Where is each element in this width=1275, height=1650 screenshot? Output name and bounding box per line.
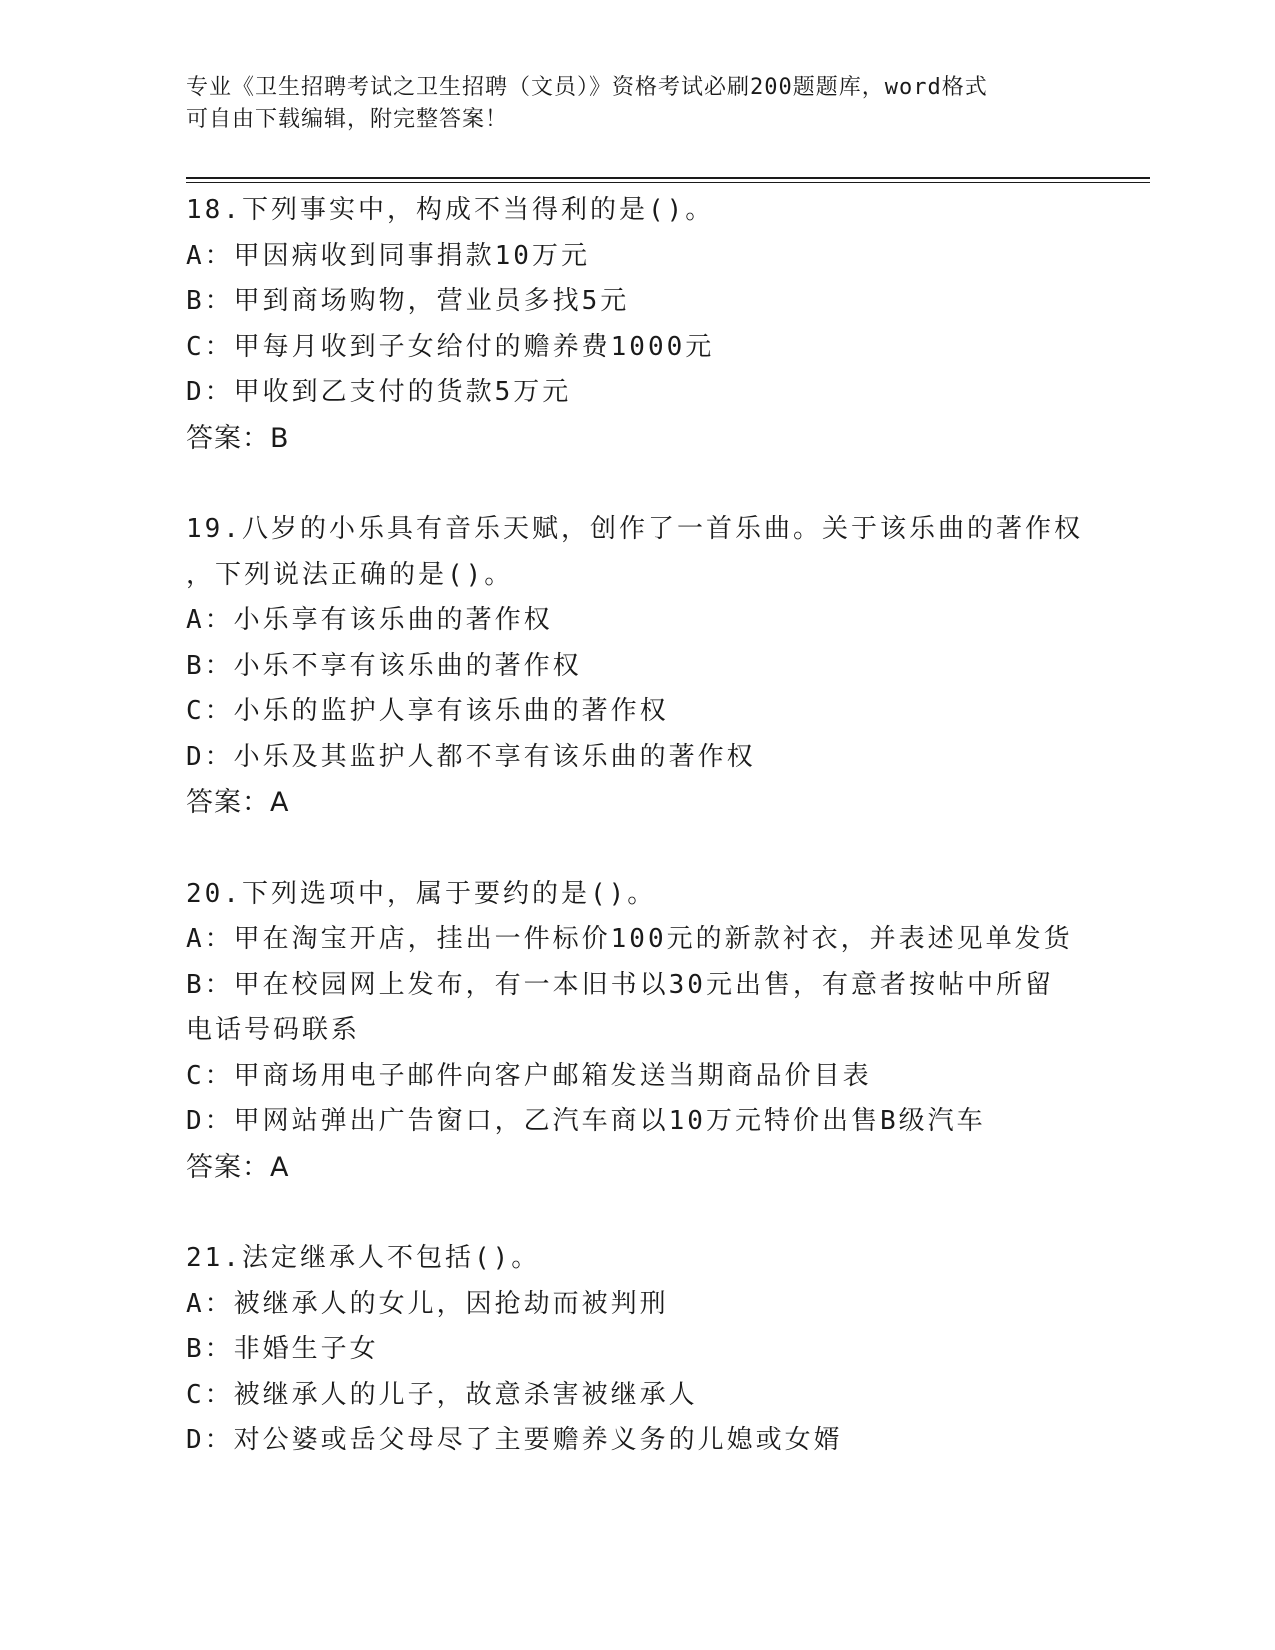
option-a: A：甲在淘宝开店，挂出一件标价100元的新款衬衣，并表述见单发货	[186, 924, 1073, 954]
option-b: B：甲在校园网上发布，有一本旧书以30元出售，有意者按帖中所留	[186, 969, 1054, 1000]
option-b-continued: 电话号码联系	[186, 1015, 361, 1045]
option-d: D：甲收到乙支付的货款5万元	[186, 377, 572, 407]
spacer	[186, 1190, 1086, 1236]
question-19	[186, 507, 1086, 826]
option-a: A：小乐享有该乐曲的著作权	[186, 605, 553, 635]
option-b: B：甲到商场购物，营业员多找5元	[186, 286, 630, 316]
question-stem: 18.下列事实中，构成不当得利的是()。	[186, 195, 715, 225]
header-rule-thick	[186, 177, 1150, 179]
option-a: A：被继承人的女儿，因抢劫而被判刑	[186, 1288, 669, 1319]
answer-line: 答案：A	[186, 787, 290, 818]
option-c: C：甲商场用电子邮件向客户邮箱发送当期商品价目表	[186, 1060, 872, 1091]
answer-line: 答案：B	[186, 422, 290, 454]
option-a: A：甲因病收到同事捐款10万元	[186, 240, 590, 271]
option-d: D：小乐及其监护人都不享有该乐曲的著作权	[186, 741, 756, 772]
option-d: D：对公婆或岳父母尽了主要赡养义务的儿媳或女婿	[186, 1425, 843, 1455]
spacer	[186, 826, 1086, 872]
spacer	[186, 461, 1086, 507]
question-stem: 20.下列选项中，属于要约的是()。	[186, 878, 657, 909]
option-b: B：非婚生子女	[186, 1334, 379, 1364]
header-line-1: 专业《卫生招聘考试之卫生招聘（文员）》资格考试必刷200题题库，word格式	[186, 75, 988, 100]
question-stem: 19.八岁的小乐具有音乐天赋，创作了一首乐曲。关于该乐曲的著作权	[186, 514, 1083, 544]
question-list	[186, 188, 1086, 1464]
answer-line: 答案：A	[186, 1151, 290, 1183]
option-b: B：小乐不享有该乐曲的著作权	[186, 650, 582, 681]
question-stem: 21.法定继承人不包括()。	[186, 1243, 541, 1273]
option-c: C：被继承人的儿子，故意杀害被继承人	[186, 1379, 698, 1410]
question-stem-continued: ，下列说法正确的是()。	[186, 559, 514, 590]
question-18	[186, 188, 1086, 461]
header-rule-thin	[186, 182, 1150, 183]
question-20	[186, 872, 1086, 1191]
page-header	[186, 72, 1066, 136]
option-c: C：小乐的监护人享有该乐曲的著作权	[186, 696, 669, 726]
header-line-2: 可自由下载编辑，附完整答案！	[186, 107, 509, 132]
option-d: D：甲网站弹出广告窗口，乙汽车商以10万元特价出售B级汽车	[186, 1106, 986, 1136]
option-c: C：甲每月收到子女给付的赡养费1000元	[186, 331, 715, 362]
question-21	[186, 1236, 1086, 1464]
